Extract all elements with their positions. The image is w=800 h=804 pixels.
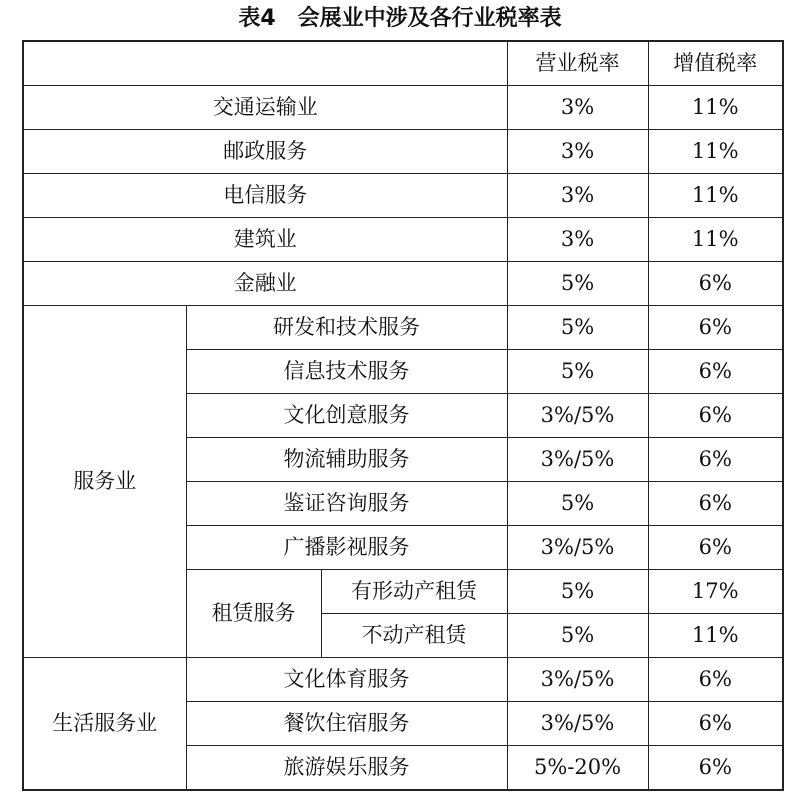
sales-tax-cell: 3%/5% (507, 526, 648, 570)
sales-tax-cell: 5% (507, 482, 648, 526)
sales-tax-cell: 3% (507, 218, 648, 262)
vat-cell: 6% (648, 658, 783, 702)
industry-cell: 金融业 (23, 262, 507, 306)
vat-cell: 6% (648, 262, 783, 306)
vat-cell: 6% (648, 438, 783, 482)
group-label-service: 服务业 (23, 306, 186, 658)
sub-industry-cell: 旅游娱乐服务 (186, 746, 507, 791)
vat-cell: 6% (648, 350, 783, 394)
tax-rate-table (22, 40, 784, 791)
sales-tax-cell: 5% (507, 614, 648, 658)
table-row (23, 658, 783, 702)
sales-tax-cell: 5%-20% (507, 746, 648, 791)
sub-industry-cell: 文化体育服务 (186, 658, 507, 702)
header-empty-cell (23, 41, 507, 86)
industry-cell: 邮政服务 (23, 130, 507, 174)
sales-tax-cell: 5% (507, 570, 648, 614)
group-label-leasing: 租赁服务 (186, 570, 321, 658)
sales-tax-cell: 3%/5% (507, 394, 648, 438)
vat-cell: 11% (648, 174, 783, 218)
vat-cell: 6% (648, 306, 783, 350)
table-row (23, 262, 783, 306)
vat-cell: 6% (648, 746, 783, 791)
header-row (23, 41, 783, 86)
sales-tax-cell: 3% (507, 86, 648, 130)
sub-industry-cell: 广播影视服务 (186, 526, 507, 570)
vat-cell: 11% (648, 86, 783, 130)
sales-tax-cell: 5% (507, 262, 648, 306)
leasing-item-cell: 有形动产租赁 (321, 570, 507, 614)
sales-tax-cell: 5% (507, 306, 648, 350)
sub-industry-cell: 餐饮住宿服务 (186, 702, 507, 746)
table-row (23, 130, 783, 174)
sales-tax-cell: 3%/5% (507, 702, 648, 746)
industry-cell: 建筑业 (23, 218, 507, 262)
sales-tax-cell: 3%/5% (507, 658, 648, 702)
vat-cell: 6% (648, 482, 783, 526)
sub-industry-cell: 鉴证咨询服务 (186, 482, 507, 526)
sub-industry-cell: 文化创意服务 (186, 394, 507, 438)
leasing-item-cell: 不动产租赁 (321, 614, 507, 658)
header-vat: 增值税率 (648, 41, 783, 86)
vat-cell: 11% (648, 218, 783, 262)
sales-tax-cell: 3% (507, 130, 648, 174)
vat-cell: 11% (648, 130, 783, 174)
vat-cell: 11% (648, 614, 783, 658)
group-label-life: 生活服务业 (23, 658, 186, 791)
table-row (23, 86, 783, 130)
table-row (23, 306, 783, 350)
sales-tax-cell: 5% (507, 350, 648, 394)
industry-cell: 交通运输业 (23, 86, 507, 130)
vat-cell: 6% (648, 526, 783, 570)
sub-industry-cell: 物流辅助服务 (186, 438, 507, 482)
sub-industry-cell: 信息技术服务 (186, 350, 507, 394)
header-sales-tax: 营业税率 (507, 41, 648, 86)
table-row (23, 218, 783, 262)
table-caption: 表4 会展业中涉及各行业税率表 (238, 6, 562, 31)
table-row (23, 174, 783, 218)
sub-industry-cell: 研发和技术服务 (186, 306, 507, 350)
vat-cell: 6% (648, 702, 783, 746)
vat-cell: 6% (648, 394, 783, 438)
industry-cell: 电信服务 (23, 174, 507, 218)
sales-tax-cell: 3% (507, 174, 648, 218)
vat-cell: 17% (648, 570, 783, 614)
sales-tax-cell: 3%/5% (507, 438, 648, 482)
